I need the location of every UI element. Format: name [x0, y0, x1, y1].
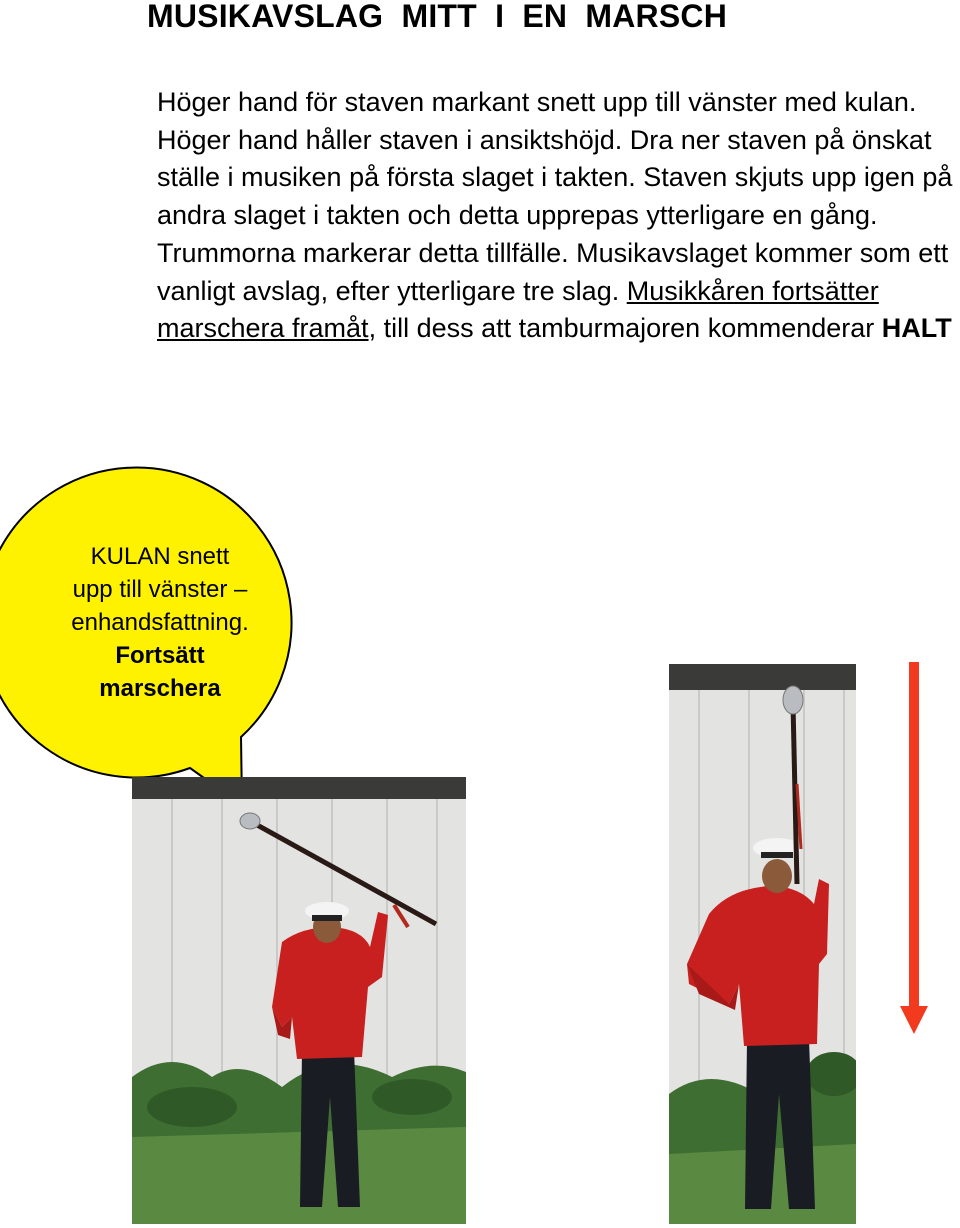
page-title: MUSIKAVSLAG MITT I EN MARSCH	[147, 0, 728, 34]
speech-bubble-text	[30, 540, 290, 705]
photo-mace-diagonal	[132, 777, 466, 1224]
bubble-bold-line-1: Fortsätt	[115, 642, 205, 669]
bubble-line-1: KULAN snett	[90, 543, 230, 570]
down-arrow-icon	[896, 662, 932, 1036]
instruction-text-underlined: Musikkåren fortsätter marschera framåt	[157, 275, 879, 344]
down-arrow-head	[900, 1006, 928, 1034]
down-arrow-shaft	[909, 662, 919, 1008]
photo-mace-vertical	[669, 664, 856, 1224]
bubble-line-3: enhandsfattning.	[71, 609, 249, 636]
instruction-text-halt: HALT	[881, 313, 952, 344]
instruction-text-part2: , till dess att tamburmajoren kommenderar	[368, 313, 882, 344]
bubble-line-2: upp till vänster –	[72, 576, 248, 603]
instruction-text-part1: Höger hand för staven markant snett upp till vänster med kulan. Höger hand håller staven i ansiktshöjd. Dra ner staven på önskat ställe i musiken på första slaget i takten. Staven skjuts upp igen på andra slaget i takten och detta upprepas ytterligare en gång. Trummorna markerar detta tillfälle. Musikavslaget kommer som ett vanligt avslag, efter ytterligare tre slag.	[157, 87, 953, 306]
bubble-bold-line-2: marschera	[99, 675, 221, 702]
instruction-text	[157, 84, 957, 348]
